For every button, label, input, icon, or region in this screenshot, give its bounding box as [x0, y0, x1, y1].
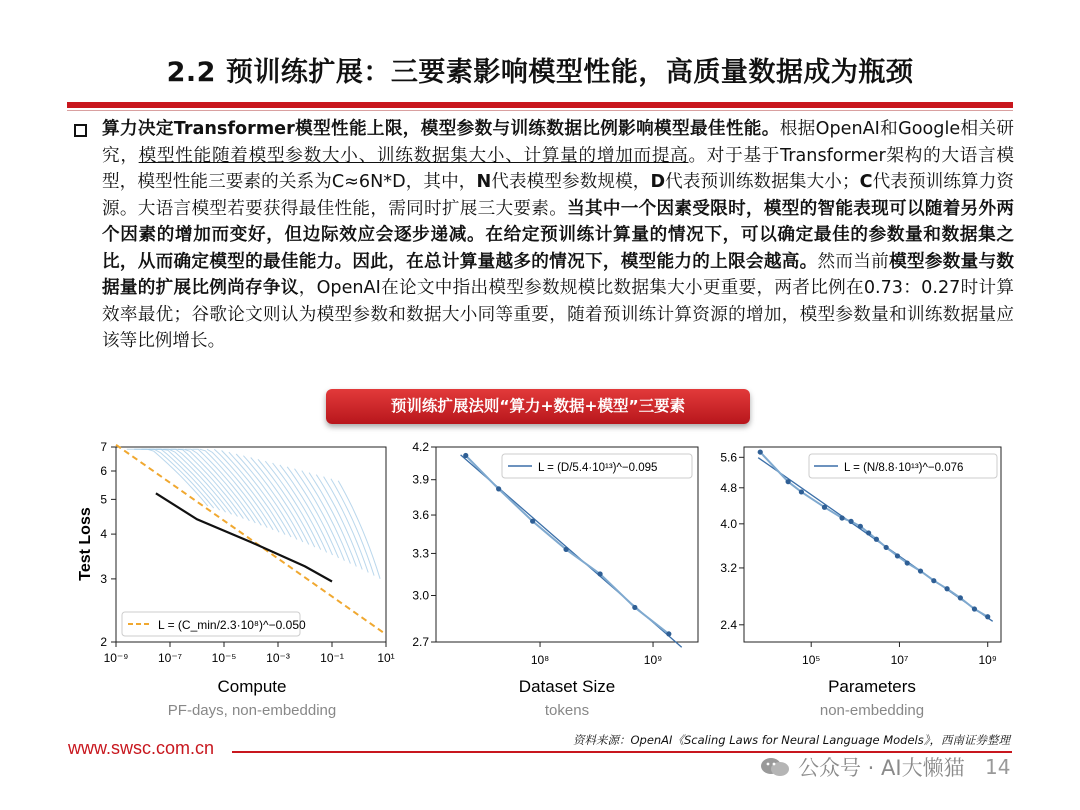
section-banner: 预训练扩展法则“算力+数据+模型”三要素 [326, 389, 750, 424]
dataset-point [666, 631, 671, 636]
parameters-xtick-label: 10⁹ [978, 653, 997, 667]
dataset-legend: L = (D/5.4·10¹³)^−0.095 [538, 462, 658, 474]
sentence-1: 算力决定Transformer模型性能上限，模型参数与训练数据比例影响模型最佳性能。 [102, 119, 780, 139]
footer-url[interactable]: www.swsc.com.cn [68, 738, 215, 758]
compute-ylabel: Test Loss [77, 507, 94, 581]
dataset-point [463, 453, 468, 458]
parameters-xtick-label: 10⁷ [890, 653, 909, 667]
parameters-legend: L = (N/8.8·10¹³)^−0.076 [844, 462, 964, 474]
sentence-2-underlined: 模型性能随着模型参数大小、训练数据集大小、计算量的增加而提高 [138, 145, 689, 166]
compute-ytick-label: 2 [100, 635, 107, 649]
title-underline-thin [67, 110, 1013, 111]
dataset-ytick-label: 2.7 [412, 635, 429, 649]
parameters-xlabel: Parameters [828, 677, 916, 696]
compute-xtick-label: 10⁻⁵ [211, 651, 237, 665]
dataset-chart [398, 432, 708, 722]
parameters-xtick-label: 10⁵ [802, 653, 821, 667]
body-paragraph [102, 116, 1014, 355]
compute-ytick-label: 5 [100, 492, 107, 507]
parameters-point [858, 524, 863, 529]
parameters-point [822, 505, 827, 510]
compute-chart [66, 432, 396, 722]
compute-ytick-label: 4 [100, 527, 107, 542]
compute-ytick-label: 7 [100, 440, 107, 454]
c-symbol: C [859, 172, 873, 192]
wechat-icon [760, 756, 790, 778]
n-text: 代表模型参数规模， [491, 172, 651, 192]
compute-xlabel: Compute [217, 677, 287, 696]
sentence-4-bold: 模型参数量与数据量的扩展比例尚存争议 [102, 251, 1014, 298]
parameters-point [799, 489, 804, 494]
parameters-point [884, 545, 889, 550]
parameters-chart [706, 432, 1006, 722]
compute-xtick-label: 10⁻¹ [320, 651, 344, 665]
parameters-point [786, 479, 791, 484]
compute-xtick-label: 10⁻⁷ [157, 651, 183, 665]
dataset-point [563, 547, 568, 552]
page-title: 2.2 预训练扩展：三要素影响模型性能，高质量数据成为瓶颈 [166, 57, 914, 88]
parameters-ytick-label: 5.6 [720, 450, 737, 465]
sentence-2b: 。对于基于Transformer架构的大语言模型，模型性能三要素的关系为C≈6N*D，其中， [102, 145, 1014, 192]
compute-ytick-label: 6 [100, 463, 107, 478]
d-text: 代表预训练数据集大小； [665, 172, 860, 192]
parameters-ytick-label: 4.8 [720, 480, 737, 495]
parameters-ytick-label: 4.0 [720, 516, 737, 531]
dataset-ytick-label: 3.9 [412, 472, 429, 487]
parameters-point [895, 553, 900, 558]
parameters-point [931, 578, 936, 583]
sentence-2a: 根据OpenAI和Google相关研究， [102, 119, 1014, 166]
dataset-ytick-label: 3.6 [412, 508, 429, 523]
dataset-point [597, 571, 602, 576]
parameters-point [944, 586, 949, 591]
parameters-xsublabel: non-embedding [819, 702, 925, 719]
dataset-xtick-label: 10⁹ [643, 653, 663, 667]
compute-xtick-label: 10¹ [377, 651, 395, 665]
dataset-point [496, 486, 501, 491]
watermark-text: 公众号 · AI大懒猫 [798, 756, 965, 780]
parameters-point [866, 530, 871, 535]
c-text: 代表预训练算力资源。大语言模型若要获得最佳性能，需同时扩展三大要素。 [102, 172, 1014, 219]
sentence-3: 当其中一个因素受限时，模型的智能表现可以随着另外两个因素的增加而变好，但边际效应会逐步递减。在给定预训练计算量的情况下，可以确定最佳的参数量和数据集之比，从而确定模型的最佳能力。因此，在总计算量越多的情况下，模型能力的上限会越高。 [102, 198, 1014, 272]
title-underline [67, 102, 1013, 108]
parameters-point [985, 614, 990, 619]
dataset-xtick-label: 10⁸ [530, 653, 550, 667]
parameters-point [874, 537, 879, 542]
watermark [760, 752, 965, 782]
checkbox-bullet-icon [74, 124, 87, 137]
dataset-xsublabel: tokens [544, 702, 590, 719]
compute-plot-area [100, 440, 394, 665]
sentence-4a: 然而当前 [817, 251, 890, 272]
source-note: 资料来源：OpenAI《Scaling Laws for Neural Language Models》，西南证券整理 [572, 733, 1010, 747]
compute-xsublabel: PF-days, non-embedding [167, 702, 337, 719]
dataset-ytick-label: 3.3 [412, 546, 429, 561]
parameters-point [758, 449, 763, 454]
parameters-point [972, 606, 977, 611]
page-number: 14 [985, 755, 1011, 779]
dataset-xlabel: Dataset Size [518, 677, 616, 696]
parameters-ytick-label: 2.4 [720, 617, 737, 632]
compute-legend: L = (C_min/2.3·10⁸)^−0.050 [158, 618, 306, 632]
sentence-4b: ，OpenAI在论文中指出模型参数规模比数据集大小更重要，两者比例在0.73：0.27时计算效率最优；谷歌论文则认为模型参数和数据大小同等重要，随着预训练计算资源的增加，模型参数量和训练数据量应该等比例增长。 [102, 278, 1014, 351]
parameters-ytick-label: 3.2 [720, 560, 737, 575]
dataset-ytick-label: 3.0 [412, 588, 429, 603]
compute-xtick-label: 10⁻⁹ [103, 651, 129, 665]
dataset-ytick-label: 4.2 [412, 440, 429, 454]
dataset-point [530, 519, 535, 524]
parameters-point [958, 595, 963, 600]
dataset-point [632, 605, 637, 610]
compute-ytick-label: 3 [100, 571, 107, 586]
parameters-point [918, 568, 923, 573]
compute-xtick-label: 10⁻³ [266, 651, 290, 665]
parameters-point [905, 560, 910, 565]
d-symbol: D [650, 172, 666, 192]
n-symbol: N [476, 172, 492, 192]
parameters-point [839, 515, 844, 520]
parameters-point [848, 519, 853, 524]
